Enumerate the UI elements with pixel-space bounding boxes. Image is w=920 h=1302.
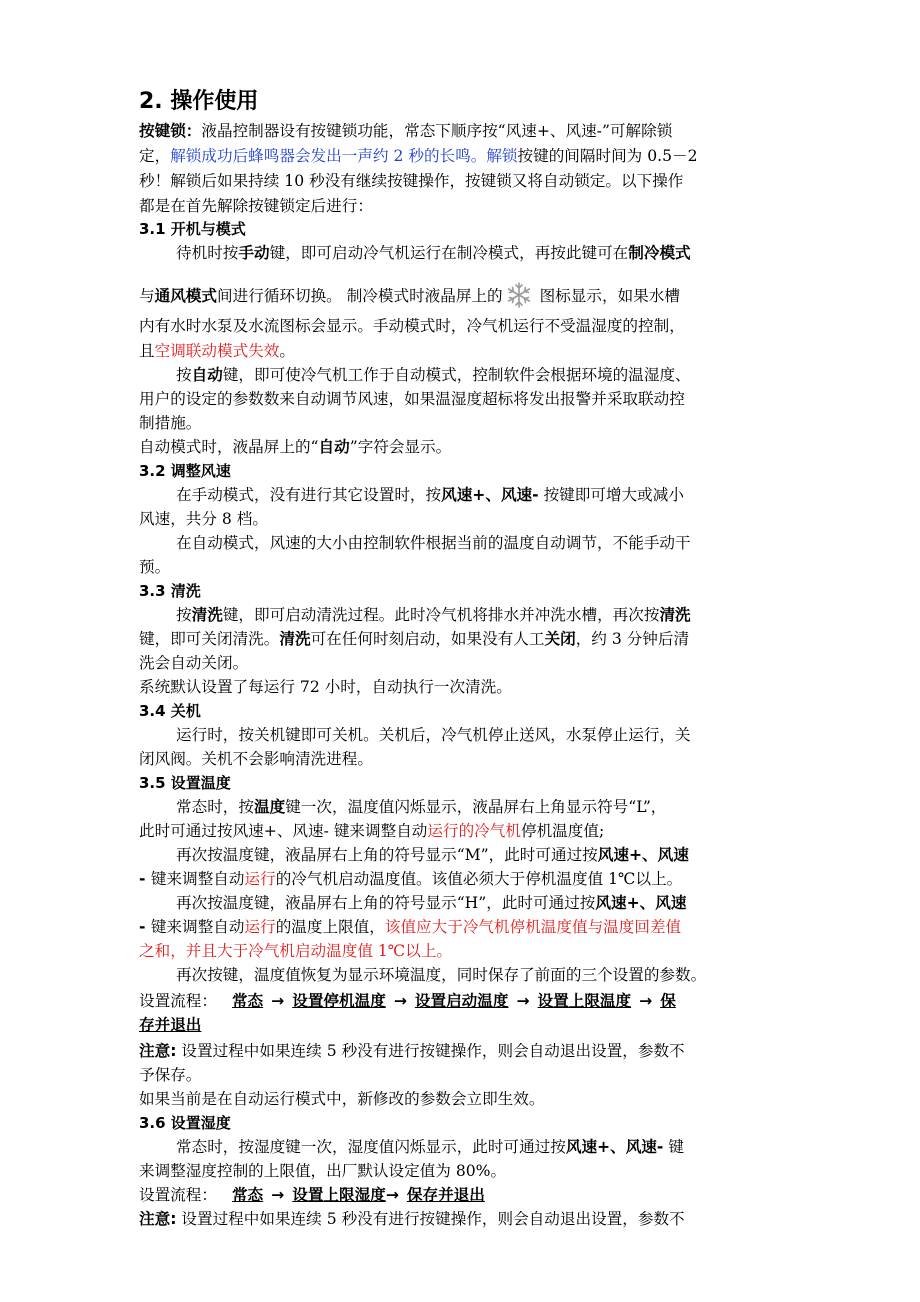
- text: 待机时按: [176, 244, 239, 262]
- text: 键来调整自动: [150, 918, 245, 936]
- s31-line-4: [139, 340, 295, 362]
- key-name: 风速+、风速: [597, 846, 689, 864]
- text: 的温度上限值，: [275, 918, 385, 936]
- key-name: 温度: [253, 798, 286, 816]
- key-name: -: [139, 870, 151, 888]
- text: 常态时，按: [176, 798, 254, 816]
- text: 停机温度值;: [520, 822, 605, 840]
- s31-line-1: [176, 242, 691, 264]
- red-text: 空调联动模式失效: [154, 342, 280, 360]
- text: 常态时，按湿度键一次，湿度值闪烁显示，此时可通过按: [176, 1138, 566, 1156]
- s33-line-1: [176, 604, 691, 626]
- s33-line-4: 系统默认设置了每运行 72 小时，自动执行一次清洗。: [139, 678, 512, 696]
- text: 可在任何时刻启动，如果没有人工: [310, 630, 545, 648]
- text: 自动模式时，液晶屏上的“: [139, 438, 319, 456]
- text: 与: [139, 287, 155, 305]
- flow-step: 保: [660, 992, 676, 1010]
- text: 且: [139, 342, 155, 360]
- flow-label: 设置流程：: [139, 992, 217, 1010]
- s32-line-2: 风速，共分 8 档。: [139, 510, 268, 528]
- arrow-icon: →: [393, 992, 407, 1010]
- s35-line-2: [139, 820, 604, 842]
- s31-line-2: [139, 281, 680, 309]
- text: 间进行循环切换。 制冷模式时液晶屏上的: [217, 287, 503, 305]
- s32-line-1: [176, 484, 684, 506]
- text: 键一次，温度值闪烁显示，液晶屏右上角显示符号“L”，: [285, 798, 667, 816]
- s34-line-1: 运行时，按关机键即可关机。关机后，冷气机停止送风，水泵停止运行，关: [176, 726, 691, 744]
- keylock-line-1: [139, 120, 672, 142]
- text: 设置过程中如果连续 5 秒没有进行按键操作，则会自动退出设置，参数不: [176, 1042, 685, 1060]
- s35-line-4: [139, 868, 682, 890]
- flow-step: 存并退出: [139, 1016, 202, 1034]
- heading-3-4: 3.4 关机: [139, 702, 201, 720]
- key-name: 自动: [318, 438, 350, 456]
- key-name: 风速+、风速-: [441, 486, 539, 504]
- key-name: 关闭: [544, 630, 576, 648]
- text: 。: [279, 342, 295, 360]
- heading-3-6: 3.6 设置湿度: [139, 1114, 231, 1132]
- heading-3-1: 3.1 开机与模式: [139, 220, 246, 238]
- s35-line-8: 再次按键，温度值恢复为显示环境温度，同时保存了前面的三个设置的参数。: [176, 966, 707, 984]
- text: 此时可通过按风速+、风速- 键来调整自动: [139, 822, 428, 840]
- s35-line-7: 之和，并且大于冷气机启动温度值 1℃以上。: [139, 942, 453, 960]
- text: 按键的间隔时间为 0.5－2: [517, 147, 698, 165]
- red-text: 运行: [244, 870, 276, 888]
- mode-name: 制冷模式: [628, 244, 691, 262]
- arrow-icon: →: [516, 992, 530, 1010]
- s32-line-3: 在自动模式，风速的大小由控制软件根据当前的温度自动调节，不能手动干: [176, 534, 691, 552]
- text: ，约 3 分钟后清: [575, 630, 690, 648]
- s32-line-4: 预。: [139, 558, 171, 576]
- blue-text: 解锁成功后蜂鸣器会发出一声约 2 秒的长鸣。解锁: [170, 147, 518, 165]
- arrow-icon: →: [271, 992, 285, 1010]
- key-name: 自动: [191, 366, 223, 384]
- note-label: 注意:: [139, 1210, 177, 1228]
- text: ”字符会显示。: [349, 438, 452, 456]
- text: 在手动模式，没有进行其它设置时，按: [176, 486, 442, 504]
- s33-line-2: [139, 628, 689, 650]
- text: 按: [176, 366, 192, 384]
- s36-flow: [139, 1184, 485, 1206]
- flow-step: 设置上限湿度: [292, 1186, 386, 1204]
- snowflake-icon: [505, 281, 533, 309]
- keylock-line-4: 都是在首先解除按键锁定后进行：: [139, 197, 373, 215]
- text: 键，即可关闭清洗。: [139, 630, 280, 648]
- text: 液晶控制器设有按键锁功能，常态下顺序按“风速+、风速-”可解除锁: [201, 122, 673, 140]
- heading-3-2: 3.2 调整风速: [139, 462, 231, 480]
- flow-step: 设置启动温度: [414, 992, 509, 1010]
- flow-step: 常态: [231, 1186, 264, 1204]
- s35-line-3: [176, 844, 689, 866]
- s35-line-5: [176, 892, 686, 914]
- heading-3-3: 3.3 清洗: [139, 582, 201, 600]
- key-name: 清洗: [279, 630, 311, 648]
- key-name: 手动: [238, 244, 270, 262]
- note-label: 注意:: [139, 1042, 177, 1060]
- text: 按: [176, 606, 192, 624]
- keylock-line-3: 秒！解锁后如果持续 10 秒没有继续按键操作，按键锁又将自动锁定。以下操作: [139, 172, 684, 190]
- s35-note-2: 予保存。: [139, 1066, 202, 1084]
- s31-line-8: [139, 436, 451, 458]
- s35-flow-cont: [139, 1014, 201, 1036]
- mode-name: 通风模式: [154, 287, 217, 305]
- text: 键，即可启动清洗过程。此时冷气机将排水并冲洗水槽，再次按: [222, 606, 660, 624]
- heading-3-5: 3.5 设置温度: [139, 774, 231, 792]
- s34-line-2: 闭风阀。关机不会影响清洗进程。: [139, 750, 373, 768]
- s35-flow: [139, 990, 676, 1012]
- text: 再次按温度键，液晶屏右上角的符号显示“M”，此时可通过按: [176, 846, 598, 864]
- red-text: 该值应大于冷气机停机温度值与温度回差值: [384, 918, 682, 936]
- keylock-line-2: [139, 145, 698, 167]
- flow-label: 设置流程：: [139, 1186, 217, 1204]
- s35-line-6: [139, 916, 681, 938]
- red-text: 运行的冷气机: [427, 822, 521, 840]
- flow-step: 常态: [231, 992, 264, 1010]
- s33-line-3: 洗会自动关闭。: [139, 654, 249, 672]
- key-name: 清洗: [659, 606, 691, 624]
- text: 键，即可启动冷气机运行在制冷模式，再按此键可在: [269, 244, 629, 262]
- s36-line-2: 来调整湿度控制的上限值，出厂默认设定值为 80%。: [139, 1162, 507, 1180]
- key-name: 风速+、风速: [595, 894, 687, 912]
- flow-step: 设置上限温度: [537, 992, 632, 1010]
- flow-step: 设置停机温度: [292, 992, 386, 1010]
- text: 键，即可使冷气机工作于自动模式，控制软件会根据环境的温湿度、: [222, 366, 691, 384]
- key-name: 风速+、风速-: [565, 1138, 664, 1156]
- text: 再次按温度键，液晶屏右上角的符号显示“H”，此时可通过按: [176, 894, 596, 912]
- s35-note-1: [139, 1040, 685, 1062]
- arrow-icon: →: [271, 1186, 285, 1204]
- key-name: -: [139, 918, 151, 936]
- text: 设置过程中如果连续 5 秒没有进行按键操作，则会自动退出设置，参数不: [176, 1210, 685, 1228]
- flow-step: 保存并退出: [406, 1186, 485, 1204]
- key-name: 清洗: [191, 606, 223, 624]
- text: 的冷气机启动温度值。该值必须大于停机温度值 1℃以上。: [275, 870, 683, 888]
- text: 定，: [139, 147, 171, 165]
- section-title: 2. 操作使用: [139, 89, 259, 114]
- text: 图标显示，如果水槽: [534, 287, 680, 305]
- red-text: 运行: [244, 918, 276, 936]
- s36-line-1: [176, 1136, 684, 1158]
- text: 按键即可增大或减小: [538, 486, 684, 504]
- s31-line-3: 内有水时水泵及水流图标会显示。手动模式时，冷气机运行不受温湿度的控制，: [139, 317, 685, 335]
- arrow-icon: →: [385, 1186, 399, 1204]
- s36-note-1: [139, 1208, 685, 1230]
- text: 键: [663, 1138, 684, 1156]
- text: 键来调整自动: [150, 870, 245, 888]
- arrow-icon: →: [639, 992, 653, 1010]
- s31-line-5: [176, 364, 691, 386]
- s35-line-9: 如果当前是在自动运行模式中，新修改的参数会立即生效。: [139, 1090, 545, 1108]
- s31-line-6: 用户的设定的参数数来自动调节风速，如果温湿度超标将发出报警并采取联动控: [139, 390, 685, 408]
- s35-line-1: [176, 796, 666, 818]
- keylock-label: 按键锁：: [139, 122, 202, 140]
- s31-line-7: 制措施。: [139, 414, 202, 432]
